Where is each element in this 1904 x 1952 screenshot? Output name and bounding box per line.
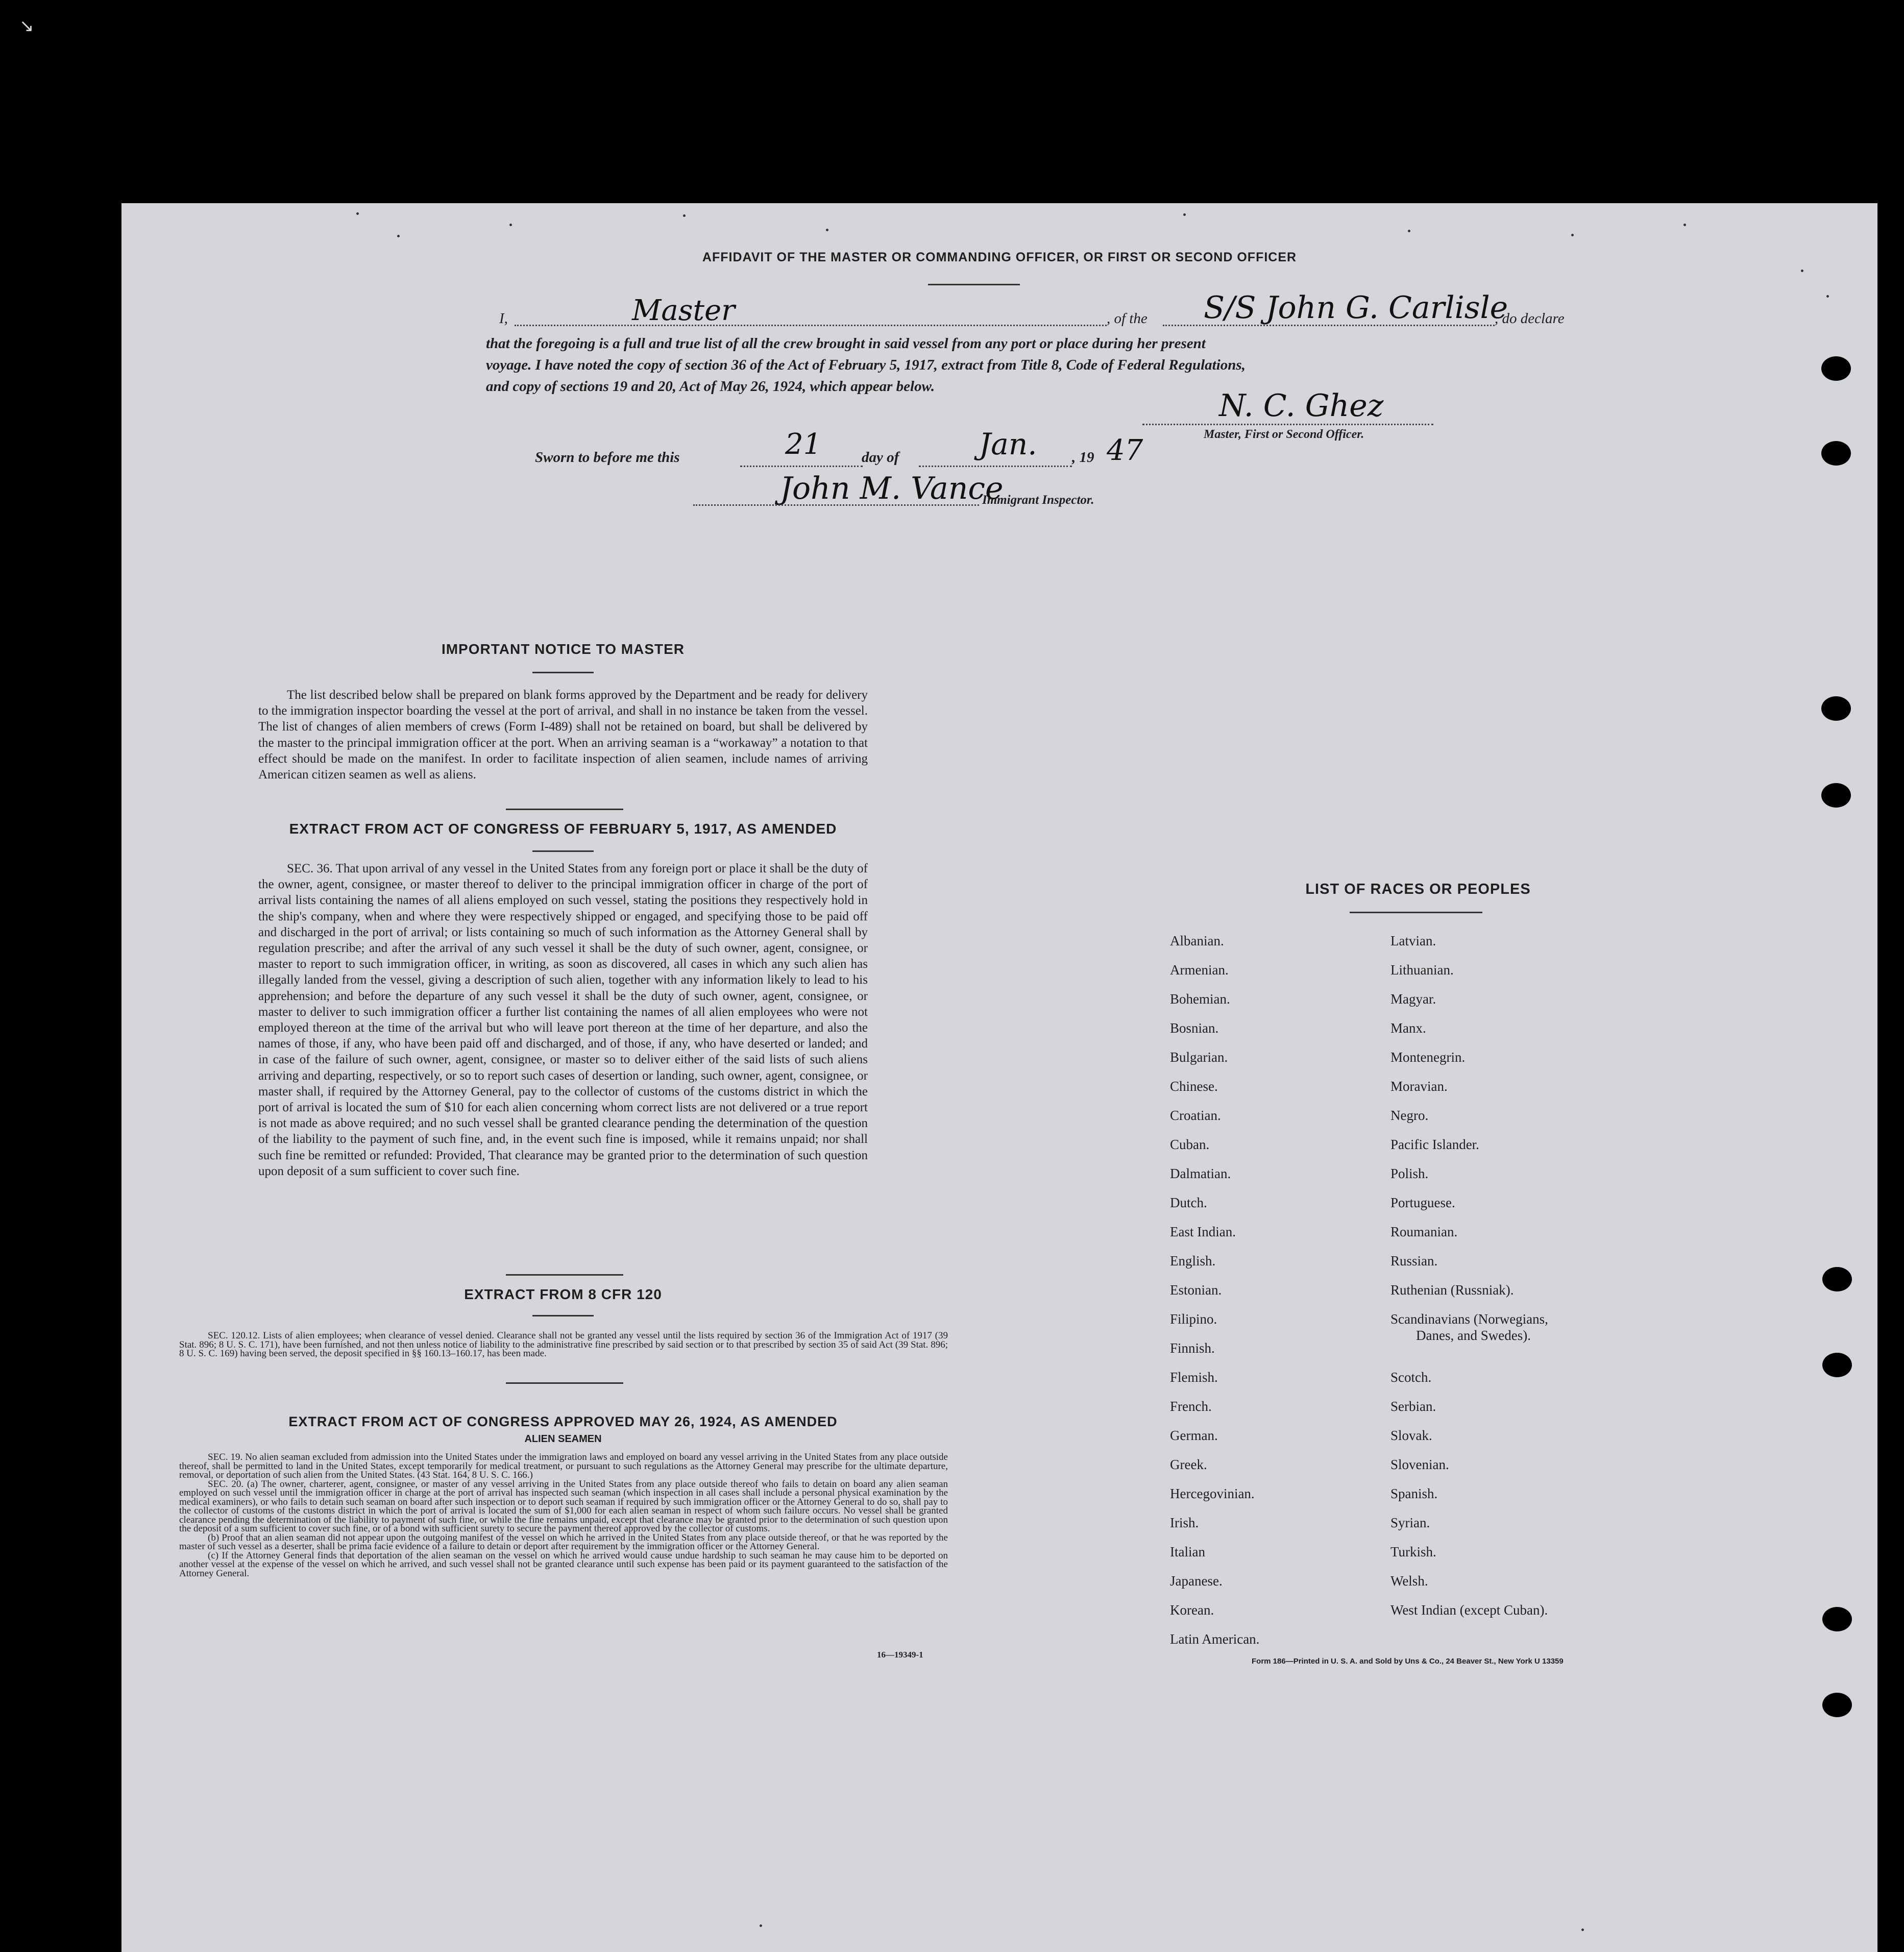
race-item: Welsh. xyxy=(1390,1573,1428,1589)
i-label: I, xyxy=(499,310,508,327)
section-divider xyxy=(506,1382,623,1384)
race-item: Serbian. xyxy=(1390,1399,1436,1414)
race-item: Hercegovinian. xyxy=(1170,1486,1255,1501)
race-item: Bohemian. xyxy=(1170,991,1230,1007)
printer-imprint: Form 186—Printed in U. S. A. and Sold by Uns & Co., 24 Beaver St., New York U 13359 xyxy=(1252,1657,1564,1666)
race-item: Pacific Islander. xyxy=(1390,1137,1479,1152)
races-title-divider xyxy=(1350,912,1482,913)
race-item: Dalmatian. xyxy=(1170,1166,1231,1181)
speck xyxy=(356,212,359,215)
extract-1917-divider xyxy=(532,850,594,852)
month-line xyxy=(919,466,1072,467)
title-divider xyxy=(928,284,1020,285)
race-item: German. xyxy=(1170,1428,1218,1443)
declaration-line: voyage. I have noted the copy of section 36 of the Act of February 5, 1917, extract from Title 8, Code of Federal Regulations, xyxy=(486,357,1246,373)
race-item: Filipino. xyxy=(1170,1311,1217,1327)
race-item: Ruthenian (Russniak). xyxy=(1390,1282,1514,1298)
race-item: Greek. xyxy=(1170,1457,1207,1472)
race-item: Syrian. xyxy=(1390,1515,1430,1530)
race-item: Negro. xyxy=(1390,1108,1429,1123)
binder-hole-icon xyxy=(1822,1693,1852,1717)
race-item: Finnish. xyxy=(1170,1340,1215,1356)
speck xyxy=(1183,213,1186,216)
speck xyxy=(1801,270,1803,272)
speck xyxy=(760,1924,762,1927)
race-item: Portuguese. xyxy=(1390,1195,1455,1210)
speck xyxy=(826,229,828,231)
race-item: Chinese. xyxy=(1170,1079,1218,1094)
declaration-line: that the foregoing is a full and true list of all the crew brought in said vessel from any port or place during her present xyxy=(486,335,1206,352)
race-item: Italian xyxy=(1170,1544,1205,1559)
extract-cfr-title: EXTRACT FROM 8 CFR 120 xyxy=(464,1286,662,1302)
speck xyxy=(1581,1929,1584,1931)
race-item: Magyar. xyxy=(1390,991,1436,1007)
extract-cfr-text: SEC. 120.12. Lists of alien employees; when clearance of vessel denied. Clearance shall not be granted any vessel until the lists required by section 36 of the Immigration Act of 1917 (39 Stat. 896; 8 U. S. C. 171), have been furnished, and not then unless notice of liability to the administrative fine prescribed by said section or to that prescribed by section 35 of said Act (39 Stat. 896; 8 U. S. C. 169) having been served, the deposit specified in §§ 160.13–160.17, has been made. xyxy=(179,1330,948,1359)
inspector-line xyxy=(693,504,979,506)
extract-1924-title: EXTRACT FROM ACT OF CONGRESS APPROVED MAY 26, 1924, AS AMENDED xyxy=(288,1414,838,1429)
inspector-signature: John M. Vance xyxy=(780,471,1004,506)
race-item: Slovenian. xyxy=(1390,1457,1449,1472)
race-item: Scandinavians (Norwegians, xyxy=(1390,1311,1548,1327)
race-item: Russian. xyxy=(1390,1253,1438,1268)
day-line xyxy=(740,466,863,467)
race-item: Dutch. xyxy=(1170,1195,1207,1210)
race-item: West Indian (except Cuban). xyxy=(1390,1602,1548,1618)
extract-1924-subtitle: ALIEN SEAMEN xyxy=(524,1433,602,1445)
race-item: Manx. xyxy=(1390,1020,1426,1036)
race-item: Albanian. xyxy=(1170,933,1224,948)
race-item: English. xyxy=(1170,1253,1216,1268)
extract-cfr-divider xyxy=(532,1315,594,1316)
race-item: Flemish. xyxy=(1170,1370,1218,1385)
speck xyxy=(1683,224,1686,226)
declaration-line: and copy of sections 19 and 20, Act of May 26, 1924, which appear below. xyxy=(486,378,935,395)
race-item: Spanish. xyxy=(1390,1486,1438,1501)
race-item: Cuban. xyxy=(1170,1137,1210,1152)
race-item: Armenian. xyxy=(1170,962,1229,978)
race-item: Lithuanian. xyxy=(1390,962,1454,978)
manifest-sheet xyxy=(121,203,1877,1952)
race-item: Polish. xyxy=(1390,1166,1429,1181)
year-handwritten: 47 xyxy=(1107,434,1143,467)
race-item: Slovak. xyxy=(1390,1428,1432,1443)
extract-1917-title: EXTRACT FROM ACT OF CONGRESS OF FEBRUARY 5, 1917, AS AMENDED xyxy=(289,821,837,837)
race-item: French. xyxy=(1170,1399,1212,1414)
races-title: LIST OF RACES OR PEOPLES xyxy=(1305,881,1531,897)
sec-19-paragraph: SEC. 19. No alien seaman excluded from admission into the United States under the immigration laws and employed on board any vessel arriving in the United States from any place outside thereof, shall be permitted to land in the United States, except temporarily for medical treatment, or pursuant to such regulations as the Attorney General may prescribe for the ultimate departure, removal, or deportation of such alien from the United States. (43 Stat. 164, 8 U. S. C. 166.) xyxy=(179,1452,948,1480)
sec-20c-paragraph: (c) If the Attorney General finds that deportation of the alien seaman on the vessel on which he arrived would cause undue hardship to such seaman he may cause him to be deported on another vessel at the expense of the vessel on which he arrived, and such vessel shall not be granted clearance until such expense has been paid or its payment guaranteed to the satisfaction of the Attorney General. xyxy=(179,1550,948,1579)
speck xyxy=(509,224,512,226)
notice-text: The list described below shall be prepared on blank forms approved by the Department and be ready for delivery to the immigration inspector boarding the vessel at the port of arrival, and shall in no instance be taken from the vessel. The list of changes of alien members of crews (Form I-489) shall not be retained on board, but shall be delivered by the master to the principal immigration officer at the port. When an arriving seaman is a “workaway” a notation to that effect should be made on the manifest. In order to facilitate inspection of alien seamen, include names of arriving American citizen seamen as well as aliens. xyxy=(258,688,868,782)
sworn-label: Sworn to before me this xyxy=(535,449,680,466)
declaration-text xyxy=(486,333,1589,397)
inspector-caption: Immigrant Inspector. xyxy=(982,493,1094,507)
race-item: Estonian. xyxy=(1170,1282,1222,1298)
day-of-label: day of xyxy=(862,449,899,466)
race-item: Bulgarian. xyxy=(1170,1050,1228,1065)
year-prefix: , 19 xyxy=(1072,449,1094,466)
binder-hole-icon xyxy=(1821,696,1851,721)
signer-handwritten: Master xyxy=(632,294,735,327)
binder-hole-icon xyxy=(1821,441,1851,466)
corner-arrow-icon: ↘ xyxy=(19,16,34,36)
notice-title-divider xyxy=(532,672,594,673)
speck xyxy=(1826,295,1829,298)
affidavit-title: AFFIDAVIT OF THE MASTER OR COMMANDING OFFICER, OR FIRST OR SECOND OFFICER xyxy=(702,250,1297,264)
binder-hole-icon xyxy=(1822,1607,1852,1631)
race-item: Latvian. xyxy=(1390,933,1436,948)
race-item: East Indian. xyxy=(1170,1224,1236,1239)
extract-1924-body xyxy=(179,1453,948,1578)
race-item-continuation: Danes, and Swedes). xyxy=(1416,1328,1531,1343)
race-item: Scotch. xyxy=(1390,1370,1432,1385)
race-item: Turkish. xyxy=(1390,1544,1436,1559)
of-the-label: , of the xyxy=(1107,310,1148,327)
day-handwritten: 21 xyxy=(785,428,822,461)
do-declare-label: , do declare xyxy=(1495,310,1565,327)
officer-signature: N. C. Ghez xyxy=(1219,388,1384,424)
race-item: Moravian. xyxy=(1390,1079,1448,1094)
vessel-handwritten: S/S John G. Carlisle xyxy=(1204,290,1508,326)
sec-20a-paragraph: SEC. 20. (a) The owner, charterer, agent, consignee, or master of any vessel arriving in the United States from any place outside thereof who fails to detain on board any alien seaman employed on such vessel until the immigration officer in charge at the port of arrival has inspected such seaman (which inspection in all cases shall include a personal physical examination by the medical examiners), or who fails to detain such seaman on board after such inspection or to deport such seaman if required by such immigration officer or the Attorney General to do so, shall pay to the collector of customs of the customs district in which the port of arrival is located the sum of $1,000 for each alien seaman in respect of whom such failure occurs. No vessel shall be granted clearance pending the determination of the liability to payment of such fine, or while the fine remains unpaid, except that clearance may be granted prior to the determination of such question upon the deposit of a sum sufficient to cover such fine, or of a bond with sufficient surety to secure the payment thereof approved by the collector of customs. xyxy=(179,1478,948,1534)
speck xyxy=(683,214,686,217)
officer-line xyxy=(1142,424,1433,425)
officer-caption: Master, First or Second Officer. xyxy=(1204,428,1364,441)
section-divider xyxy=(506,1274,623,1276)
race-item: Latin American. xyxy=(1170,1631,1260,1647)
section-divider xyxy=(506,809,623,810)
race-item: Roumanian. xyxy=(1390,1224,1458,1239)
speck xyxy=(1571,234,1574,236)
binder-hole-icon xyxy=(1822,1353,1852,1377)
notice-title: IMPORTANT NOTICE TO MASTER xyxy=(441,641,685,657)
binder-hole-icon xyxy=(1821,356,1851,381)
sec-20b-paragraph: (b) Proof that an alien seaman did not appear upon the outgoing manifest of the vessel on which he arrived in the United States from any place outside thereof, or that he was reported by the master of such vessel as a deserter, shall be prima facie evidence of a failure to detain or deport after requirement by the immigration officer or the Attorney General. xyxy=(179,1532,948,1552)
month-handwritten: Jan. xyxy=(979,427,1037,461)
extract-1917-text: SEC. 36. That upon arrival of any vessel in the United States from any foreign port or place it shall be the duty of the owner, agent, consignee, or master thereof to deliver to the principal immigration officer in charge of the port of arrival lists containing the names of all aliens employed on such vessel, stating the positions they respectively hold in the ship's company, when and where they were respectively shipped or engaged, and specifying those to be paid off and discharged in the port of arrival; or lists containing so much of such information as the Attorney General shall by regulation prescribe; and after the arrival of any such vessel it shall be the duty of such owner, agent, consignee, or master to report to such immigration officer, in writing, as soon as discovered, all cases in which any such alien has illegally landed from the vessel, giving a description of such alien, together with any information likely to lead to his apprehension; and before the departure of any such vessel it shall be the duty of such owner, agent, consignee, or master to deliver to such immigration officer a further list containing the names of all alien employees who were not employed thereon at the time of the arrival but who will leave port thereon at the time of her departure, and also the names of those, if any, who have been paid off and discharged, and of those, if any, who have deserted or landed; and in case of the failure of such owner, agent, consignee, or master so to deliver either of the said lists of such aliens arriving and departing, respectively, or so to report such cases of desertion or landing, such owner, agent, consignee, or master shall, if required by the Attorney General, pay to the collector of customs of the customs district in which the port of arrival is located the sum of $10 for each alien concerning whom correct lists are not delivered or a true report is not made as above required; and no such vessel shall be granted clearance pending the determination of the question of the liability to the payment of such fine, and, in the event such fine is imposed, while it remains unpaid; nor shall such fine be remitted or refunded: Provided, That clearance may be granted prior to the determination of such question upon deposit of a sum sufficient to cover such fine. xyxy=(258,862,868,1178)
speck xyxy=(1408,230,1410,232)
binder-hole-icon xyxy=(1822,1267,1852,1291)
race-item: Irish. xyxy=(1170,1515,1199,1530)
race-item: Croatian. xyxy=(1170,1108,1221,1123)
speck xyxy=(397,235,400,237)
race-item: Bosnian. xyxy=(1170,1020,1219,1036)
binder-hole-icon xyxy=(1821,783,1851,808)
race-item: Japanese. xyxy=(1170,1573,1223,1589)
signer-line xyxy=(515,325,1107,326)
race-item: Montenegrin. xyxy=(1390,1050,1466,1065)
race-item: Korean. xyxy=(1170,1602,1214,1618)
form-code: 16—19349-1 xyxy=(877,1650,923,1660)
